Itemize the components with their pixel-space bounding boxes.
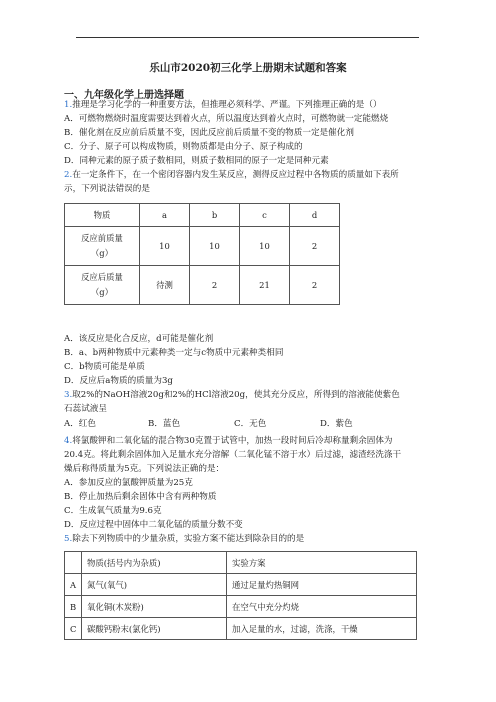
table-row [65, 227, 340, 266]
table-header-row [65, 552, 417, 574]
option-a: A．红色 [64, 419, 96, 429]
table-cell: d [290, 204, 340, 227]
purification-table [64, 551, 417, 640]
table-cell: 2 [290, 266, 340, 305]
question-number: 3. [64, 390, 73, 400]
header-rule [76, 37, 419, 38]
question-number: 2. [64, 170, 73, 180]
option-c: C．无色 [234, 419, 267, 429]
table-row [65, 596, 417, 618]
option-b: B．催化剂在反应前后质量不变，因此反应前后质量不变的物质一定是催化剂 [64, 128, 354, 138]
option-d: D．同种元素的原子质子数相同，则质子数相同的原子一定是同种元素 [64, 156, 329, 166]
table-cell: 2 [190, 266, 240, 305]
table-row [65, 266, 340, 305]
table-header-row [65, 204, 340, 227]
table-cell: 加入足量的水，过滤，洗涤，干燥 [227, 618, 417, 640]
option-b: B．a、b两种物质中元素种类一定与c物质中元素种类相同 [64, 348, 284, 358]
section-heading: 一、九年级化学上册选择题 [64, 90, 184, 101]
table-cell [65, 227, 140, 266]
question-text: 取2%的NaOH溶液20g和2%的HCl溶液20g，使其充分反应，所得到的溶液能使紫色 [72, 390, 400, 400]
question-text: 除去下列物质中的少量杂质，实验方案不能达到除杂目的的是 [72, 534, 305, 544]
table-cell: 待测 [140, 266, 190, 305]
table-cell: 2 [290, 227, 340, 266]
question-text: 在一定条件下，在一个密闭容器内发生某反应，测得反应过程中各物质的质量如下表所 [72, 170, 399, 180]
question-3 [64, 389, 432, 402]
question-number: 1. [64, 100, 73, 110]
table-cell: 物质 [65, 204, 140, 227]
question-text: 将氯酸钾和二氧化锰的混合物30克置于试管中，加热一段时间后冷却称量剩余固体为 [72, 436, 393, 446]
table-cell: A [65, 574, 82, 596]
table-cell: 10 [240, 227, 290, 266]
option-a: A．该反应是化合反应，d可能是催化剂 [64, 334, 214, 344]
question-text-cont: 燥后称得质量为5克。下列说法正确的是： [64, 464, 225, 474]
table-cell: 21 [240, 266, 290, 305]
question-4 [64, 435, 432, 448]
table-cell: c [240, 204, 290, 227]
table-cell: 氮气(氧气) [82, 574, 227, 596]
table-cell: B [65, 596, 82, 618]
table-cell: a [140, 204, 190, 227]
table-cell: 10 [190, 227, 240, 266]
question-number: 4. [64, 436, 73, 446]
option-a: A．可燃物燃烧时温度需要达到着火点，所以温度达到着火点时，可燃物就一定能燃烧 [64, 114, 389, 124]
option-b: B．蓝色 [148, 419, 181, 429]
option-d: D．反应过程中固体中二氧化锰的质量分数不变 [64, 520, 243, 530]
table-cell: b [190, 204, 240, 227]
option-b: B．停止加热后剩余固体中含有两种物质 [64, 492, 217, 502]
table-row [65, 618, 417, 640]
reaction-mass-table [64, 203, 340, 305]
question-1 [64, 99, 432, 112]
question-text-cont: 示，下列说法错误的是 [64, 184, 150, 194]
option-d: D．反应后a物质的质量为3g [64, 376, 173, 386]
option-c: C．分子、原子可以构成物质，则物质都是由分子、原子构成的 [64, 142, 303, 152]
table-cell: 10 [140, 227, 190, 266]
question-text: 推理是学习化学的一种重要方法，但推理必须科学、严谨。下列推理正确的是（） [72, 100, 382, 110]
table-cell [65, 266, 140, 305]
row-label-unit: （g） [90, 287, 114, 297]
option-a: A．参加反应的氯酸钾质量为25克 [64, 478, 193, 488]
table-row [65, 574, 417, 596]
table-cell: 实验方案 [227, 552, 417, 574]
table-cell: 通过足量灼热铜网 [227, 574, 417, 596]
table-cell: 在空气中充分灼烧 [227, 596, 417, 618]
row-label-unit: （g） [90, 248, 114, 258]
row-label: 反应前质量 [81, 233, 123, 243]
question-number: 5. [64, 534, 73, 544]
table-cell: 碳酸钙粉末(氯化钙) [82, 618, 227, 640]
table-cell: 氧化铜(木炭粉) [82, 596, 227, 618]
table-cell: 物质(括号内为杂质) [82, 552, 227, 574]
table-cell [65, 552, 82, 574]
question-5 [64, 533, 432, 546]
row-label: 反应后质量 [81, 272, 123, 282]
option-c: C．b物质可能是单质 [64, 362, 145, 372]
option-d: D．紫色 [320, 419, 353, 429]
question-text-cont: 石蕊试液呈 [64, 404, 107, 414]
table-cell: C [65, 618, 82, 640]
option-c: C．生成氧气质量为9.6克 [64, 506, 162, 516]
question-2 [64, 169, 432, 182]
question-text-cont: 20.4克。将此剩余固体加入足量水充分溶解（二氧化锰不溶于水）后过滤，滤渣经洗涤干 [64, 450, 402, 460]
page-title: 乐山市2020初三化学上册期末试题和答案 [149, 62, 347, 74]
